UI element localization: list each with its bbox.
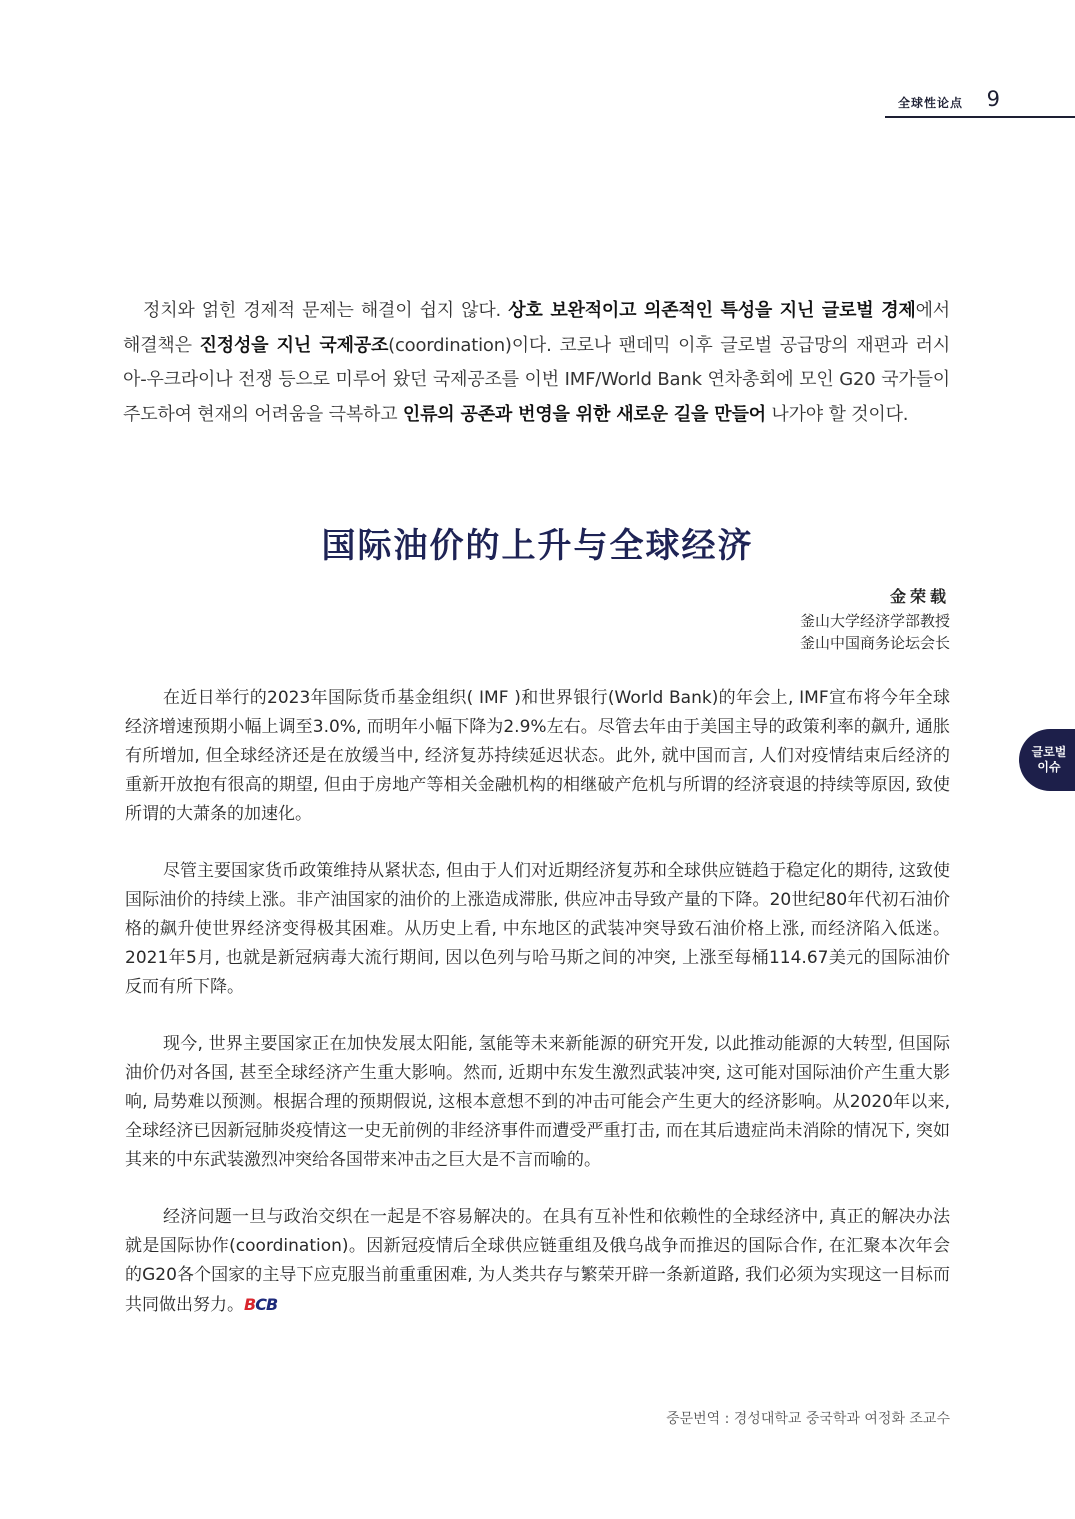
kor-seg-3: 진정성을 지닌 국제공조 [199,334,389,356]
side-section-tab[interactable] [1019,729,1075,791]
kor-seg-0: 정치와 얽힌 경제적 문제는 해결이 쉽지 않다. [143,300,509,321]
article-body [125,684,950,1348]
body-paragraph-2: 尽管主要国家货币政策维持从紧状态, 但由于人们对近期经济复苏和全球供应链趋于稳定化的期待, 这致使国际油价的持续上涨。非产油国家的油价的上涨造成滞胀, 供应冲击导致产量的下降。20世纪80年代初石油价格的飙升使世界经济变得极其困难。从历史上看, 中东地区的武装冲突导致石油价格上涨, 而经济陷入低迷。2021年5月, 也就是新冠病毒大流行期间, 因以色列与哈马斯之间的冲突, 上涨至每桶114.67美元的国际油价反而有所下降。 [125,861,950,997]
author-name: 金荣载 [889,587,950,606]
kor-seg-4: (coordination)이다. 코로나 팬데믹 이후 글로벌 공급망의 재편과 러시아-우크라이나 전쟁 등으로 미루어 왔던 국제공조를 이번 IMF/World Bank 연차총회에 모인 G20 국가들이 주도하여 현재의 어려움을 극복하고 [123,334,951,425]
section-label: 全球性论点 [897,96,963,110]
side-tab-line2: 이슈 [1037,760,1061,774]
magazine-logo: BCB [244,1295,278,1314]
author-block [800,586,950,654]
kor-seg-5: 인류의 공존과 번영을 위한 새로운 길을 만들어 [402,403,766,425]
author-title-2: 釜山中国商务论坛会长 [799,634,950,652]
kor-seg-1: 상호 보완적이고 의존적인 특성을 지닌 글로벌 경제 [508,300,916,321]
translator-credit: 중문번역 : 경성대학교 중국학과 여정화 조교수 [666,1411,950,1427]
body-paragraph-1: 在近日举行的2023年国际货币基金组织( IMF )和世界银行(World Bank)的年会上, IMF宣布将今年全球经济增速预期小幅上调至3.0%, 而明年小幅下降为2.9%左右。尽管去年由于美国主导的政策利率的飙升, 通胀有所增加, 但全球经济还是在放缓当中, 经济复苏持续延迟状态。此外, 就中国而言, 人们对疫情结束后经济的重新开放抱有很高的期望, 但由于房地产等相关金融机构的相继破产危机与所谓的经济衰退的持续等原因, 致使所谓的大萧条的加速化。 [125,688,950,824]
korean-summary-paragraph [123,294,950,432]
kor-seg-6: 나가야 할 것이다. [765,403,909,425]
page-number: 9 [986,87,1000,111]
author-title-1: 釜山大学经济学部教授 [799,612,950,630]
body-paragraph-4 [125,1203,950,1320]
body-paragraph-3: 现今, 世界主要国家正在加快发展太阳能, 氢能等未来新能源的研究开发, 以此推动能源的大转型, 但国际油价仍对各国, 甚至全球经济产生重大影响。然而, 近期中东发生激烈武装冲突, 这可能对国际油价产生重大影响, 局势难以预测。根据合理的预期假说, 这根本意想不到的冲击可能会产生更大的经济影响。从2020年以来, 全球经济已因新冠肺炎疫情这一史无前例的非经济事件而遭受严重打击, 而在其后遗症尚未消除的情况下, 突如其来的中东武装激烈冲突给各国带来冲击之巨大是不言而喻的。 [125,1034,950,1170]
body-paragraph-4-text: 经济问题一旦与政治交织在一起是不容易解决的。在具有互补性和依赖性的全球经济中, 真正的解决办法就是国际协作(coordination)。因新冠疫情后全球供应链重组及俄乌战争而推迟的国际合作, 在汇聚本次年会的G20各个国家的主导下应克服当前重重困难, 为人类共存与繁荣开辟一条新道路, 我们必须为实现这一目标而共同做出努力。 [125,1207,950,1315]
side-tab-line1: 글로벌 [1031,745,1067,759]
page-header [885,86,1075,118]
kor-seg-2: 에서 해결책은 [123,300,950,356]
article-title: 国际油价的上升与全球经济 [321,526,754,566]
